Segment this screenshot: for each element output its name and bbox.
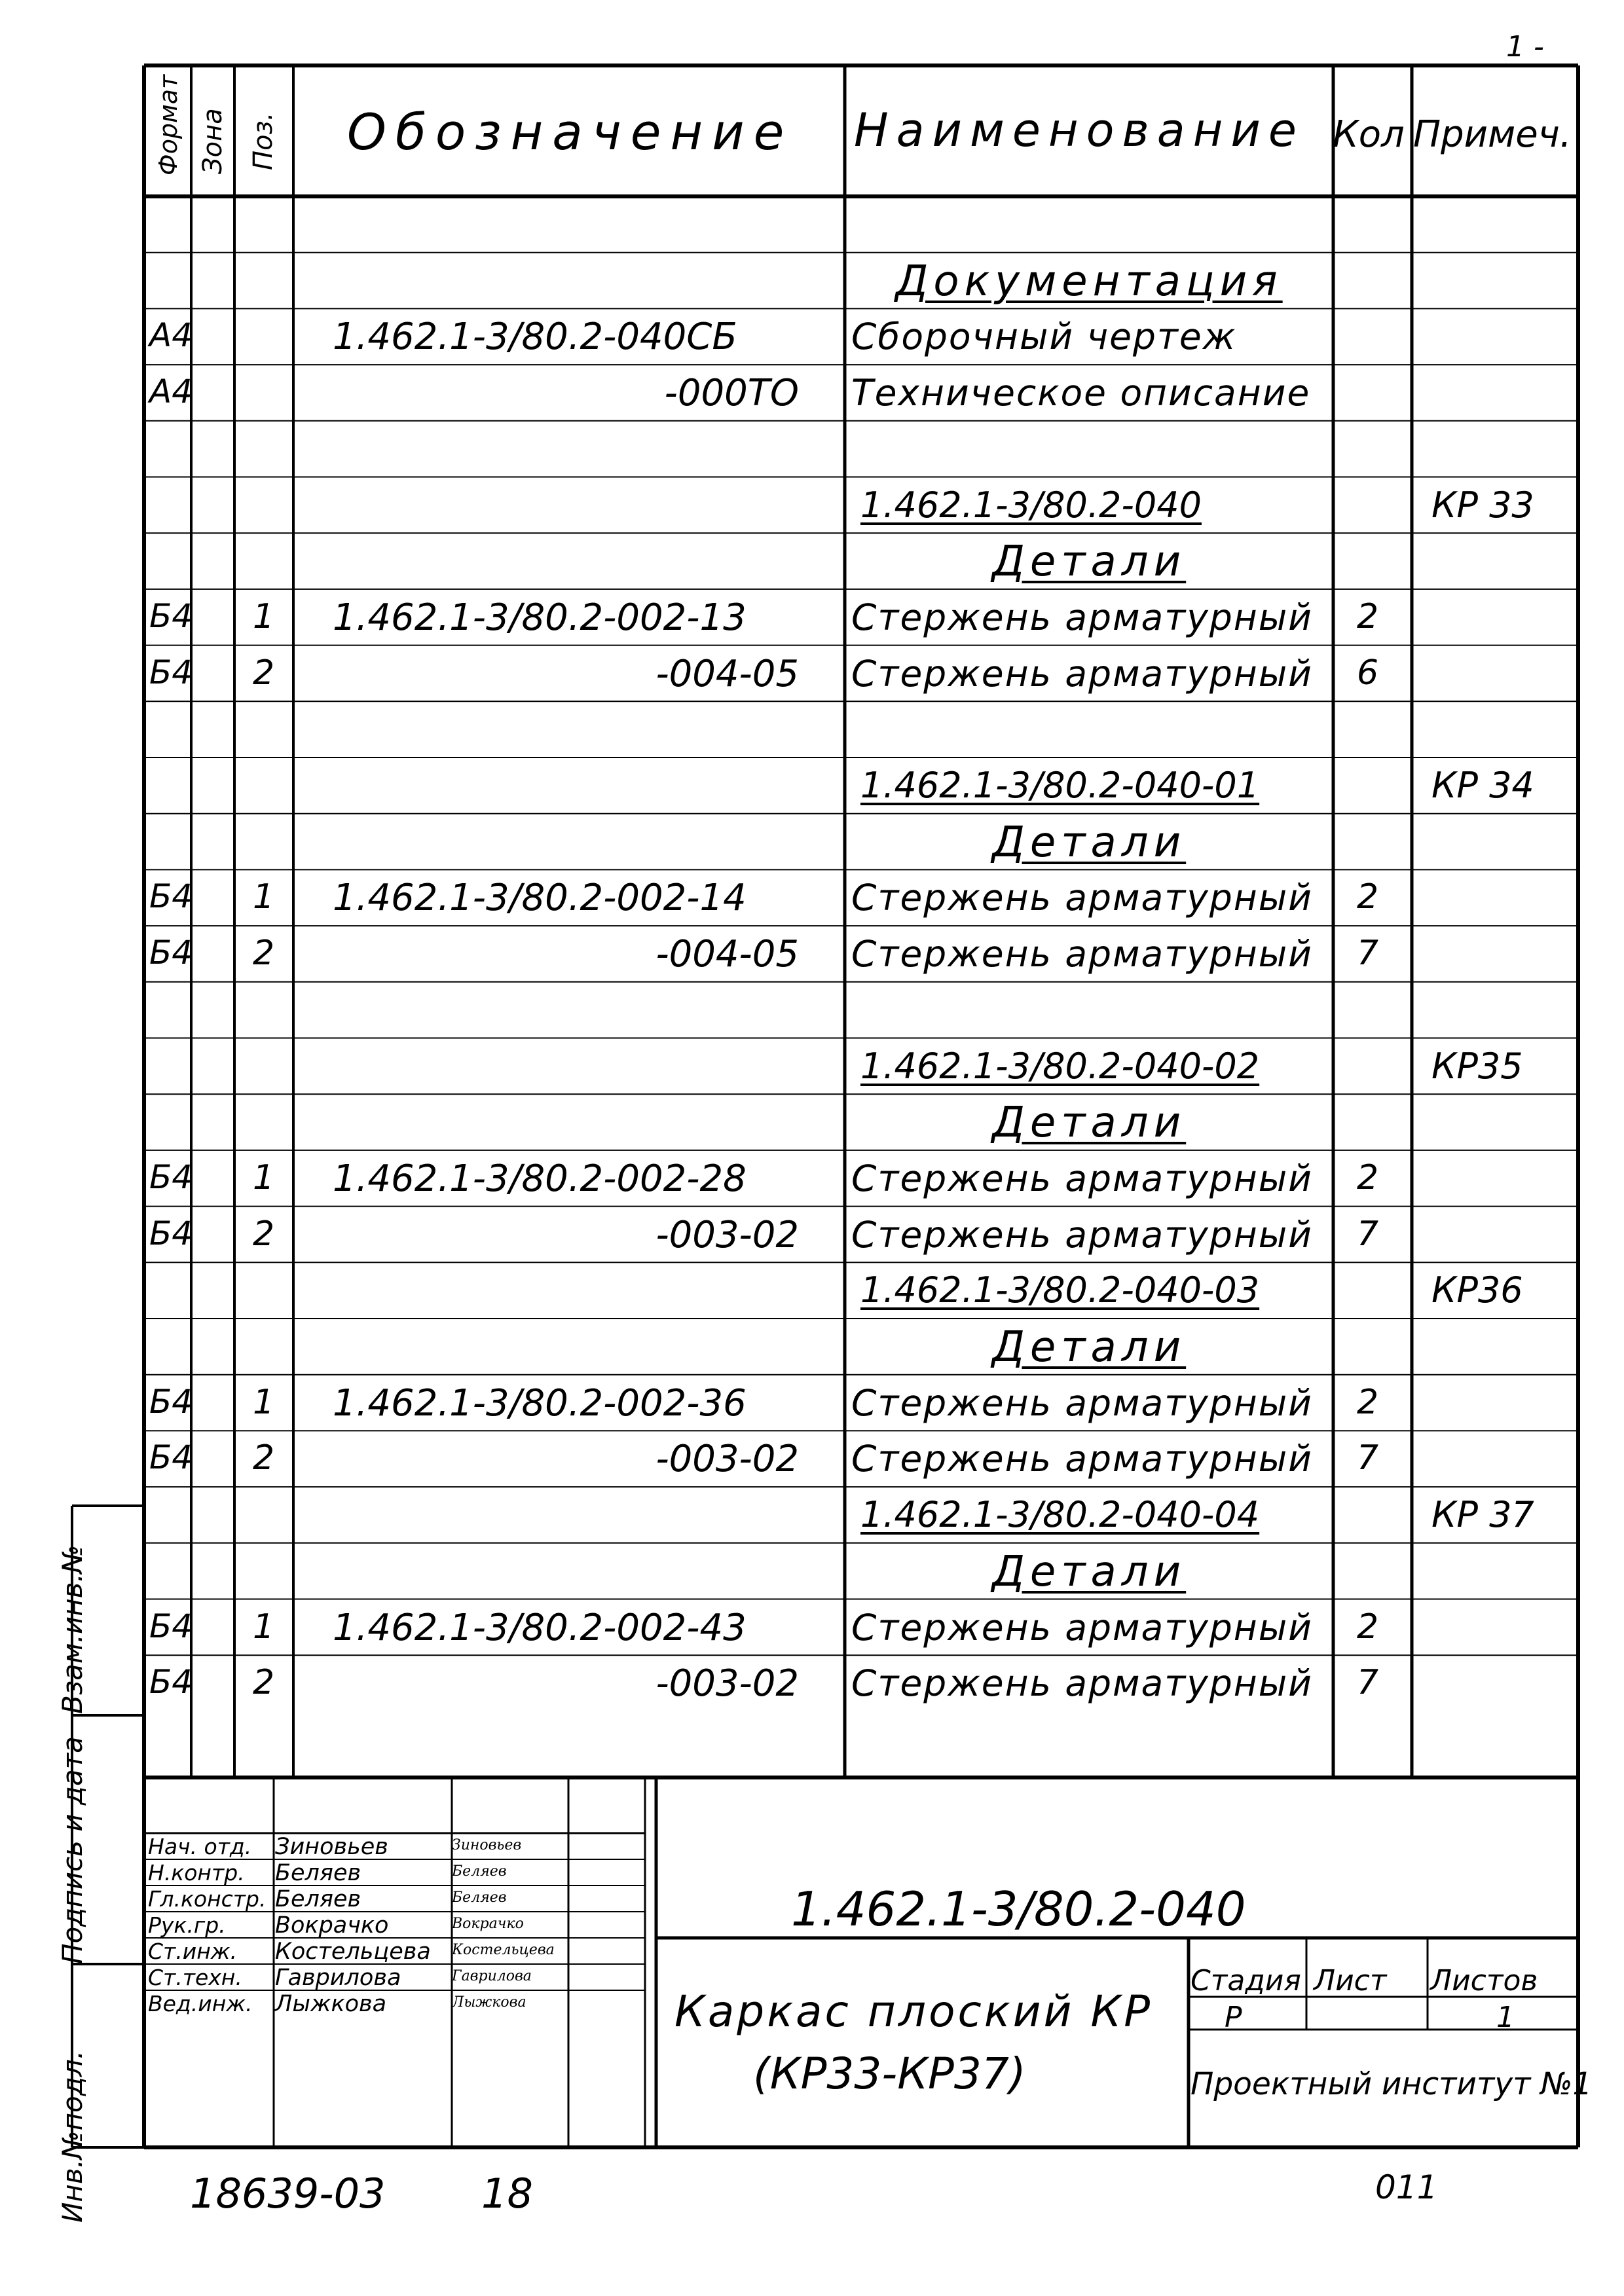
footer-inventory-number: 18639-03 — [190, 2170, 386, 2217]
row-position: 2 — [253, 653, 275, 693]
signer-role: Н.контр. — [148, 1860, 245, 1886]
row-designation: -003-02 — [655, 1213, 799, 1256]
signer-name: Вокрачко — [275, 1912, 389, 1939]
row-designation: 1.462.1-3/80.2-002-14 — [333, 877, 747, 920]
row-format: А4 — [149, 373, 193, 411]
row-quantity: 2 — [1357, 1157, 1379, 1197]
signer-name: Беляев — [275, 1886, 361, 1912]
signer-name: Костельцева — [275, 1939, 431, 1965]
title-block-title-line2: (КР33-КР37) — [753, 2049, 1026, 2099]
row-designation: 1.462.1-3/80.2-002-13 — [333, 596, 747, 639]
title-block-sheets-label: Листов — [1430, 1964, 1538, 1997]
title-block-organization: Проектный институт №1 — [1190, 2066, 1593, 2102]
row-note: КР 37 — [1431, 1494, 1534, 1536]
row-format: Б4 — [149, 596, 193, 635]
signer-signature: Гаврилова — [452, 1968, 532, 1984]
row-note: КР35 — [1431, 1045, 1523, 1087]
header-qty: Кол — [1333, 113, 1405, 156]
row-name: Стержень арматурный — [851, 1381, 1313, 1424]
signer-role: Ст.инж. — [148, 1939, 237, 1964]
side-label-podpis-data: Подпись и дата — [56, 1736, 88, 1964]
row-section-heading: Детали — [991, 1323, 1187, 1372]
signer-name: Гаврилова — [275, 1965, 401, 1991]
row-format: Б4 — [149, 1438, 193, 1477]
signer-signature: Лыжкова — [452, 1994, 526, 2011]
row-format: Б4 — [149, 1382, 193, 1421]
row-designation: -003-02 — [655, 1438, 799, 1481]
row-format: Б4 — [149, 877, 193, 916]
row-section-heading: Документация — [895, 257, 1283, 306]
signer-name: Лыжкова — [275, 1991, 387, 2017]
row-name: Стержень арматурный — [851, 933, 1313, 975]
row-position: 2 — [253, 934, 275, 974]
title-block-sheet-label: Лист — [1314, 1964, 1387, 1997]
row-name: Стержень арматурный — [851, 877, 1313, 919]
header-pos: Поз. — [248, 112, 278, 170]
footer-sheet-number: 18 — [481, 2170, 533, 2217]
row-note: КР 33 — [1431, 484, 1534, 526]
row-name: Сборочный чертеж — [851, 316, 1237, 358]
row-name: Стержень арматурный — [851, 652, 1313, 695]
row-designation: -004-05 — [655, 652, 799, 695]
row-section-heading: Детали — [991, 1547, 1187, 1596]
row-variant-reference: 1.462.1-3/80.2-040-01 — [860, 765, 1260, 806]
row-name: Стержень арматурный — [851, 1438, 1313, 1480]
row-position: 1 — [253, 1157, 275, 1197]
row-quantity: 7 — [1357, 934, 1379, 974]
row-format: Б4 — [149, 1607, 193, 1645]
row-section-heading: Детали — [991, 1099, 1187, 1148]
header-name: Наименование — [854, 103, 1304, 157]
row-quantity: 6 — [1357, 653, 1379, 693]
row-variant-reference: 1.462.1-3/80.2-040-04 — [860, 1494, 1260, 1536]
signer-signature: Беляев — [452, 1889, 507, 1906]
row-quantity: 7 — [1357, 1214, 1379, 1254]
row-position: 2 — [253, 1663, 275, 1703]
row-name: Стержень арматурный — [851, 1157, 1313, 1199]
signer-role: Рук.гр. — [148, 1912, 226, 1938]
footer-marks: 011 — [1375, 2168, 1438, 2206]
row-designation: 1.462.1-3/80.2-002-36 — [333, 1381, 747, 1425]
row-section-heading: Детали — [991, 538, 1187, 587]
title-block-sheets-value: 1 — [1496, 2001, 1515, 2034]
row-name: Стержень арматурный — [851, 1213, 1313, 1256]
row-format: Б4 — [149, 1214, 193, 1252]
row-position: 1 — [253, 596, 275, 636]
row-quantity: 2 — [1357, 1382, 1379, 1422]
row-format: Б4 — [149, 653, 193, 691]
row-position: 2 — [253, 1438, 275, 1478]
row-designation: 1.462.1-3/80.2-040СБ — [333, 316, 737, 359]
signer-signature: Беляев — [452, 1863, 507, 1880]
row-name: Стержень арматурный — [851, 596, 1313, 638]
header-format: Формат — [154, 74, 183, 175]
header-note: Примеч. — [1413, 113, 1572, 156]
row-designation: -000ТО — [664, 372, 799, 415]
row-quantity: 2 — [1357, 1607, 1379, 1647]
row-section-heading: Детали — [991, 818, 1187, 867]
row-position: 1 — [253, 1607, 275, 1647]
header-zone: Зона — [198, 108, 228, 174]
row-quantity: 7 — [1357, 1438, 1379, 1478]
signer-role: Нач. отд. — [148, 1834, 252, 1859]
row-position: 2 — [253, 1214, 275, 1254]
signer-name: Зиновьев — [275, 1834, 388, 1860]
signer-role: Вед.инж. — [148, 1991, 253, 2016]
row-position: 1 — [253, 1382, 275, 1422]
top-corner-mark: 1 - — [1506, 30, 1544, 64]
row-name: Техническое описание — [851, 372, 1311, 414]
row-variant-reference: 1.462.1-3/80.2-040 — [860, 484, 1202, 526]
row-note: КР36 — [1431, 1269, 1523, 1311]
row-format: А4 — [149, 316, 193, 355]
signer-name: Беляев — [275, 1860, 361, 1886]
row-quantity: 2 — [1357, 877, 1379, 917]
row-name: Стержень арматурный — [851, 1662, 1313, 1705]
header-designation: Обозначение — [347, 103, 794, 161]
title-block-stage-value: Р — [1225, 2001, 1242, 2034]
side-label-inv-podl: Инв.№подл. — [56, 2050, 88, 2223]
signer-role: Гл.констр. — [148, 1886, 267, 1912]
title-block-title-line1: Каркас плоский КР — [674, 1986, 1153, 2037]
row-note: КР 34 — [1431, 765, 1534, 806]
title-block-doc-number: 1.462.1-3/80.2-040 — [791, 1882, 1246, 1937]
row-position: 1 — [253, 877, 275, 917]
row-name: Стержень арматурный — [851, 1606, 1313, 1649]
signer-signature: Костельцева — [452, 1942, 555, 1958]
row-designation: -003-02 — [655, 1662, 799, 1705]
row-format: Б4 — [149, 1157, 193, 1196]
row-quantity: 2 — [1357, 596, 1379, 636]
row-designation: -004-05 — [655, 933, 799, 976]
row-format: Б4 — [149, 934, 193, 972]
signer-role: Ст.техн. — [148, 1965, 242, 1990]
row-variant-reference: 1.462.1-3/80.2-040-02 — [860, 1045, 1260, 1087]
signer-signature: Зиновьев — [452, 1837, 522, 1853]
row-format: Б4 — [149, 1663, 193, 1702]
row-quantity: 7 — [1357, 1663, 1379, 1703]
title-block-stage-label: Стадия — [1190, 1964, 1301, 1997]
row-designation: 1.462.1-3/80.2-002-28 — [333, 1157, 747, 1200]
signer-signature: Вокрачко — [452, 1916, 524, 1932]
row-variant-reference: 1.462.1-3/80.2-040-03 — [860, 1269, 1260, 1311]
side-label-vzam-inv: Взам.инв.№ — [56, 1544, 88, 1714]
row-designation: 1.462.1-3/80.2-002-43 — [333, 1606, 747, 1649]
